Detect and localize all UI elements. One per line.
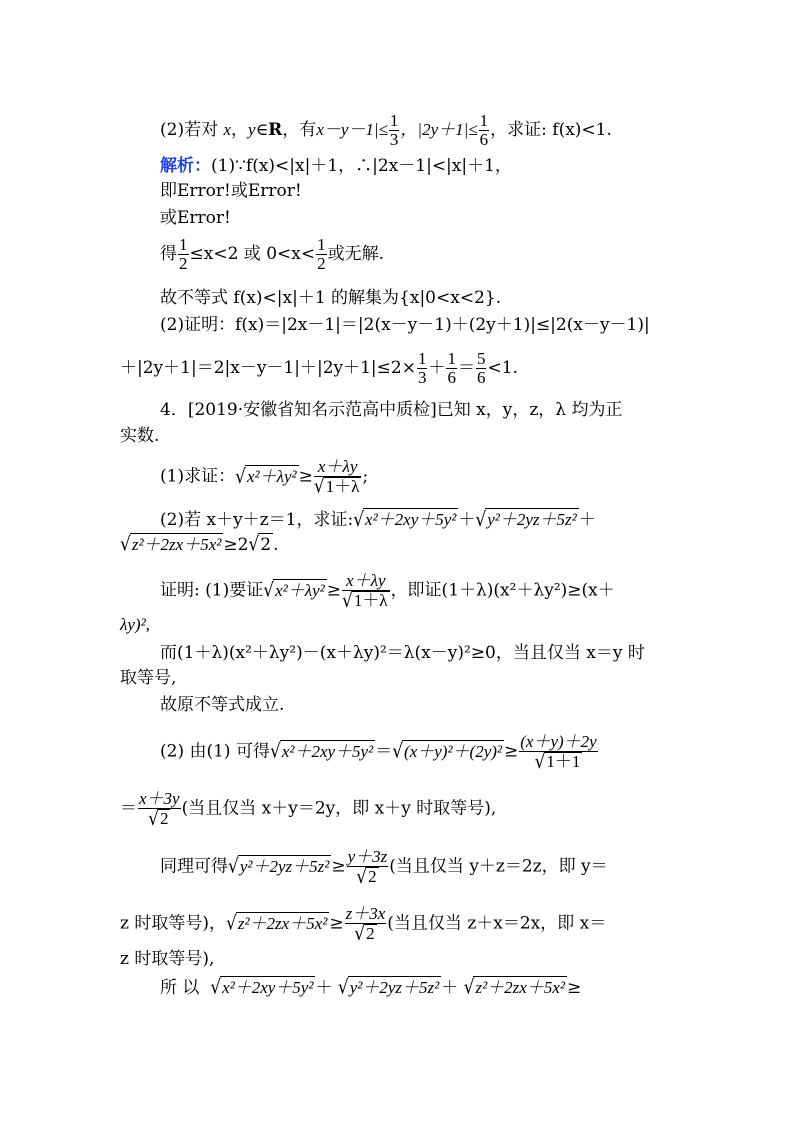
proof-line-1	[160, 571, 615, 613]
text: (1)∵f(x)<|x|＋1，∴|2x－1|<|x|＋1，	[211, 156, 512, 176]
sqrt-icon: √	[475, 508, 487, 532]
fraction-den	[341, 589, 390, 613]
fraction-num: y＋3z	[347, 847, 388, 866]
radicand: 1＋λ	[353, 591, 388, 610]
text: ，求证: f(x)<1.	[490, 120, 612, 140]
text: 所 以	[160, 978, 200, 998]
text: ≤x<2 或 0<x<	[189, 244, 316, 264]
text: ≥	[331, 856, 346, 877]
text: 即Error!或Error!	[160, 181, 302, 201]
fraction-den: 6	[479, 130, 489, 149]
fraction	[446, 350, 457, 387]
text: ≥	[326, 580, 341, 601]
fraction	[347, 847, 389, 889]
fraction-num: 1	[479, 111, 489, 130]
solution-line-6	[160, 314, 650, 336]
fraction-num: 1	[317, 235, 326, 254]
radicand: 1＋1	[546, 752, 581, 771]
text: z 时取等号),	[120, 949, 215, 969]
text: 4．[2019·安徽省知名示范高中质检]已知 x，y，z，λ 均为正	[160, 400, 623, 420]
sqrt-icon: √	[392, 740, 404, 763]
text: ≥	[298, 466, 313, 487]
fraction-num: x＋λy	[314, 458, 362, 477]
text: (2) 由(1) 可得	[160, 741, 270, 762]
fraction-den: 6	[476, 368, 486, 387]
fraction	[389, 112, 400, 149]
radicand: y²＋2yz＋5z²	[487, 510, 577, 529]
text: z 时取等号)，	[120, 913, 226, 934]
proof-line-4	[120, 667, 176, 689]
proof-line-5	[160, 694, 284, 716]
fraction-den	[347, 865, 389, 889]
text: ＋	[441, 978, 459, 998]
sqrt-icon: √	[463, 976, 475, 1000]
text: 同理可得	[160, 856, 228, 877]
fraction	[519, 732, 597, 774]
text: 或Error!	[160, 208, 231, 228]
fraction-den: 6	[447, 368, 456, 387]
problem-2-line	[160, 112, 612, 149]
proof-line-11	[160, 976, 581, 999]
text: (当且仅当 y＋z＝2z，即 y＝	[389, 856, 608, 877]
text: (当且仅当 z＋x＝2x，即 x＝	[387, 913, 607, 934]
var-y: y	[248, 120, 256, 139]
radicand: x²＋2xy＋5y²	[365, 510, 457, 529]
text: <1.	[487, 358, 518, 378]
fraction-den	[313, 475, 362, 499]
sqrt-icon: √	[353, 508, 365, 532]
text: ;	[362, 466, 369, 487]
fraction-den: 3	[417, 368, 427, 387]
fraction	[476, 350, 487, 387]
solution-line-5	[160, 287, 501, 309]
fraction-num: (x＋y)＋2y	[520, 732, 597, 751]
text: 实数.	[120, 426, 160, 446]
text: (2)证明：f(x)＝|2x－1|＝|2(x－y－1)＋(2y＋1)|≤|2(x－y－1)|	[160, 315, 650, 335]
text: ，即证(1＋λ)(x²＋λy²)≥(x＋	[390, 580, 615, 601]
math-text: ，|2y＋1|≤	[400, 120, 478, 139]
radicand: z²＋2zx＋5x²	[237, 913, 328, 933]
text: λy)²,	[120, 615, 150, 634]
text: .	[273, 535, 279, 555]
fraction	[138, 789, 181, 831]
text: ，	[231, 120, 249, 140]
radicand: 2	[260, 535, 272, 555]
sqrt-icon: √	[148, 807, 159, 831]
solution-line-1	[160, 155, 512, 177]
sqrt-icon: √	[235, 465, 246, 488]
radicand: z²＋2zx＋5x²	[131, 535, 222, 554]
text: (2)若 x＋y＋z＝1，求证:	[160, 510, 354, 530]
sqrt-icon: √	[337, 976, 349, 1000]
fraction-num: z＋3x	[345, 904, 386, 923]
real-set: R	[268, 120, 283, 140]
fraction	[479, 112, 490, 149]
fraction-num: 1	[447, 349, 456, 368]
fraction-den: 3	[389, 130, 399, 149]
math-text: x－y－1|≤	[316, 120, 388, 139]
radicand: 1＋λ	[325, 477, 360, 496]
text: ≥	[566, 978, 582, 998]
text: 故不等式 f(x)<|x|＋1 的解集为{x|0<x<2}.	[160, 288, 502, 308]
fraction	[345, 904, 387, 946]
fraction	[341, 571, 390, 613]
radicand: x²＋λy²	[246, 466, 297, 486]
fraction-num: 5	[476, 349, 486, 368]
sqrt-icon: √	[341, 589, 353, 613]
text: 证明: (1)要证	[160, 580, 264, 601]
solution-line-4	[160, 236, 384, 273]
proof-line-10	[120, 948, 214, 970]
fraction-num: 1	[417, 349, 427, 368]
text: ＋	[578, 510, 596, 530]
text: ，有	[282, 120, 317, 140]
proof-line-2	[120, 614, 150, 636]
radicand: 2	[159, 809, 169, 828]
fraction	[316, 236, 327, 273]
fraction-den	[519, 750, 597, 774]
question-4-part-1	[160, 457, 369, 499]
sqrt-icon: √	[263, 579, 275, 602]
fraction-num: x＋λy	[342, 572, 390, 591]
radicand: y²＋2yz＋5z²	[239, 856, 330, 876]
sqrt-icon: √	[354, 922, 366, 946]
text: ≥2	[223, 535, 249, 555]
sqrt-icon: √	[120, 533, 131, 557]
radicand: x²＋2xy＋5y²	[281, 741, 374, 761]
sqrt-icon: √	[313, 475, 325, 499]
fraction-num: 1	[389, 111, 399, 130]
fraction-den: 2	[179, 254, 188, 273]
radicand: y²＋2yz＋5z²	[349, 978, 440, 997]
text: ＝	[120, 798, 137, 819]
radicand: 2	[366, 924, 375, 943]
proof-line-9	[120, 904, 607, 946]
solution-line-2	[160, 180, 302, 202]
question-4-part-2	[160, 508, 596, 531]
sqrt-icon: √	[356, 865, 368, 889]
question-4-line-1	[160, 399, 622, 421]
proof-line-3	[160, 642, 645, 664]
radicand: x²＋λy²	[275, 580, 325, 600]
sqrt-icon: √	[534, 750, 546, 774]
sqrt-icon: √	[269, 740, 281, 763]
text: ＋	[315, 978, 333, 998]
text: ＝	[457, 358, 475, 378]
question-4-line-2	[120, 425, 159, 447]
fraction	[417, 350, 428, 387]
text: ≥	[504, 741, 519, 762]
fraction-den: 2	[317, 254, 326, 273]
sqrt-icon: √	[226, 912, 237, 935]
fraction-den	[345, 922, 387, 946]
fraction-den	[138, 807, 181, 831]
text: ＋|2y＋1|＝2|x－y－1|＋|2y＋1|≤2×	[120, 358, 416, 378]
proof-line-6	[160, 732, 599, 774]
radicand: x²＋2xy＋5y²	[222, 978, 314, 997]
proof-line-8	[160, 847, 608, 889]
text: (1)求证：	[160, 466, 236, 487]
text: 而(1＋λ)(x²＋λy²)－(x＋λy)²＝λ(x－y)²≥0，当且仅当 x＝y 时	[160, 643, 645, 663]
var-x: x	[223, 120, 232, 139]
text: 取等号,	[120, 668, 177, 688]
fraction	[313, 457, 362, 499]
proof-line-7	[120, 789, 497, 831]
text: ∈	[255, 120, 269, 140]
solution-label: 解析：	[160, 156, 211, 176]
text: 或无解.	[327, 244, 384, 264]
solution-line-3	[160, 207, 231, 229]
sqrt-icon: √	[248, 533, 260, 557]
text: 得	[160, 244, 177, 264]
text: (当且仅当 x＋y＝2y，即 x＋y 时取等号),	[181, 798, 497, 819]
solution-line-7	[120, 350, 518, 387]
text: ＋	[428, 358, 446, 378]
text: 故原不等式成立.	[160, 695, 285, 715]
text: ＋	[458, 510, 476, 530]
text: ≥	[329, 913, 344, 934]
question-4-part-2-cont	[120, 533, 279, 556]
radicand: (x＋y)²＋(2y)²	[404, 741, 503, 761]
sqrt-icon: √	[228, 855, 239, 878]
radicand: z²＋2zx＋5x²	[475, 978, 565, 997]
text: ＝	[375, 741, 393, 762]
text: (2)若对	[160, 120, 224, 140]
sqrt-icon: √	[210, 976, 222, 1000]
fraction	[178, 236, 189, 273]
radicand: 2	[368, 867, 377, 886]
fraction-num: 1	[179, 235, 188, 254]
fraction-num: x＋3y	[139, 789, 180, 808]
